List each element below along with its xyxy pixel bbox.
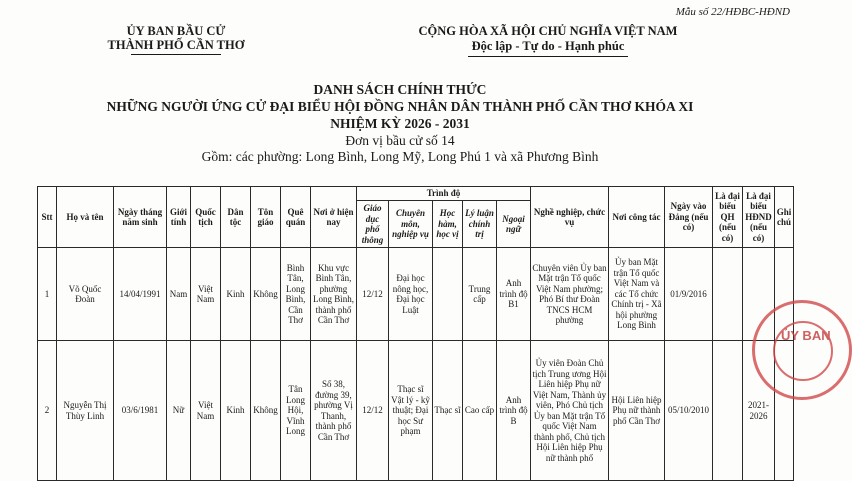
header-name: Họ và tên [57,187,114,248]
table-row [38,248,794,341]
header-edu-general: Giáo dục phổ thông [357,201,389,248]
header-gender: Giới tính [167,187,191,248]
cell-religion: Không [251,248,281,341]
form-code: Mẫu số 22/HĐBC-HĐND [675,6,790,18]
header-occupation: Nghề nghiệp, chức vụ [531,187,609,248]
header-hometown: Quê quán [281,187,311,248]
cell-workplace: Ủy ban Mặt trận Tổ quốc Việt Nam và các Tổ chức Chính trị - Xã hội phường Long Bình [609,248,665,341]
cell-stt: 2 [38,341,57,481]
title-line1: DANH SÁCH CHÍNH THỨC [313,82,487,97]
authority-line2: THÀNH PHỐ CẦN THƠ [107,38,245,52]
cell-dob: 14/04/1991 [114,248,167,341]
cell-party-date: 01/9/2016 [665,248,713,341]
cell-edu-politics: Cao cấp [463,341,497,481]
cell-gender: Nữ [167,341,191,481]
document-title [0,81,800,132]
authority-header [96,24,256,55]
cell-dob: 03/6/1981 [114,341,167,481]
title-line2: NHỮNG NGƯỜI ỨNG CỬ ĐẠI BIỂU HỘI ĐỒNG NHÂN DÂN THÀNH PHỐ CẦN THƠ KHÓA XI [106,99,694,114]
header-residence: Nơi ở hiện nay [311,187,357,248]
authority-underline [131,54,221,55]
cell-occupation: Ủy viên Đoàn Chủ tịch Trung ương Hội Liên hiệp Phụ nữ Việt Nam, Thành ủy viên, Phó Chủ tịch Ủy ban Mặt trận Tổ quốc Việt Nam thành phố, Chủ tịch Hội Liên hiệp Phụ nữ thành phố [531,341,609,481]
cell-edu-language: Anh trình độ B1 [497,248,531,341]
header-council-deputy: Là đại biểu HĐND (nếu có) [743,187,775,248]
header-dob: Ngày tháng năm sinh [114,187,167,248]
header-party-date: Ngày vào Đảng (nếu có) [665,187,713,248]
cell-edu-general: 12/12 [357,341,389,481]
cell-ethnicity: Kinh [221,341,251,481]
cell-gender: Nam [167,248,191,341]
nation-name: CỘNG HÒA XÃ HỘI CHỦ NGHĨA VIỆT NAM [418,24,678,38]
header-nationality: Quốc tịch [191,187,221,248]
cell-name: Võ Quốc Đoàn [57,248,114,341]
unit-number: Đơn vị bầu cử số 14 [345,133,455,148]
motto-underline [468,56,628,57]
header-edu-specialty: Chuyên môn, nghiệp vụ [389,201,433,248]
cell-edu-specialty: Thạc sĩ Vật lý - kỹ thuật; Đại học Sư phạm [389,341,433,481]
nation-motto: Độc lập - Tự do - Hạnh phúc [471,39,625,53]
cell-religion: Không [251,341,281,481]
cell-na-deputy [713,341,743,481]
cell-party-date: 05/10/2010 [665,341,713,481]
cell-workplace: Hội Liên hiệp Phụ nữ thành phố Cần Thơ [609,341,665,481]
header-religion: Tôn giáo [251,187,281,248]
cell-hometown: Bình Tân, Long Bình, Cần Thơ [281,248,311,341]
header-education: Trình độ [357,187,531,201]
cell-edu-general: 12/12 [357,248,389,341]
header-stt: Stt [38,187,57,248]
unit-wards: Gồm: các phường: Long Bình, Long Mỹ, Long Phú 1 và xã Phương Bình [201,149,599,164]
cell-council-deputy: 2021-2026 [743,341,775,481]
cell-residence: Khu vực Bình Tân, phường Long Bình, thành phố Cần Thơ [311,248,357,341]
header-edu-degree: Học hàm, học vị [433,201,463,248]
cell-occupation: Chuyên viên Ủy ban Mặt trận Tổ quốc Việt Nam phường; Phó Bí thư Đoàn TNCS HCM phường [531,248,609,341]
authority-line1: ỦY BAN BẦU CỬ [126,24,226,38]
nation-header [398,24,698,57]
seal-text: ỦY BAN [781,328,831,343]
cell-name: Nguyễn Thị Thùy Linh [57,341,114,481]
cell-edu-degree: Thạc sĩ [433,341,463,481]
title-line3: NHIỆM KỲ 2026 - 2031 [330,116,470,131]
candidate-table [37,186,794,481]
cell-na-deputy [713,248,743,341]
header-workplace: Nơi công tác [609,187,665,248]
header-na-deputy: Là đại biểu QH (nếu có) [713,187,743,248]
cell-edu-degree [433,248,463,341]
cell-stt: 1 [38,248,57,341]
cell-nationality: Việt Nam [191,341,221,481]
cell-edu-specialty: Đại học nông học, Đại học Luật [389,248,433,341]
cell-nationality: Việt Nam [191,248,221,341]
cell-hometown: Tân Long Hội, Vĩnh Long [281,341,311,481]
table-row [38,341,794,481]
cell-edu-politics: Trung cấp [463,248,497,341]
cell-ethnicity: Kinh [221,248,251,341]
cell-residence: Số 38, đường 39, phường Vị Thanh, thành phố Cần Thơ [311,341,357,481]
official-seal [752,300,852,400]
header-note: Ghi chú [775,187,794,248]
cell-edu-language: Anh trình độ B [497,341,531,481]
header-edu-politics: Lý luận chính trị [463,201,497,248]
header-ethnicity: Dân tộc [221,187,251,248]
header-edu-language: Ngoại ngữ [497,201,531,248]
electoral-unit [0,133,800,165]
